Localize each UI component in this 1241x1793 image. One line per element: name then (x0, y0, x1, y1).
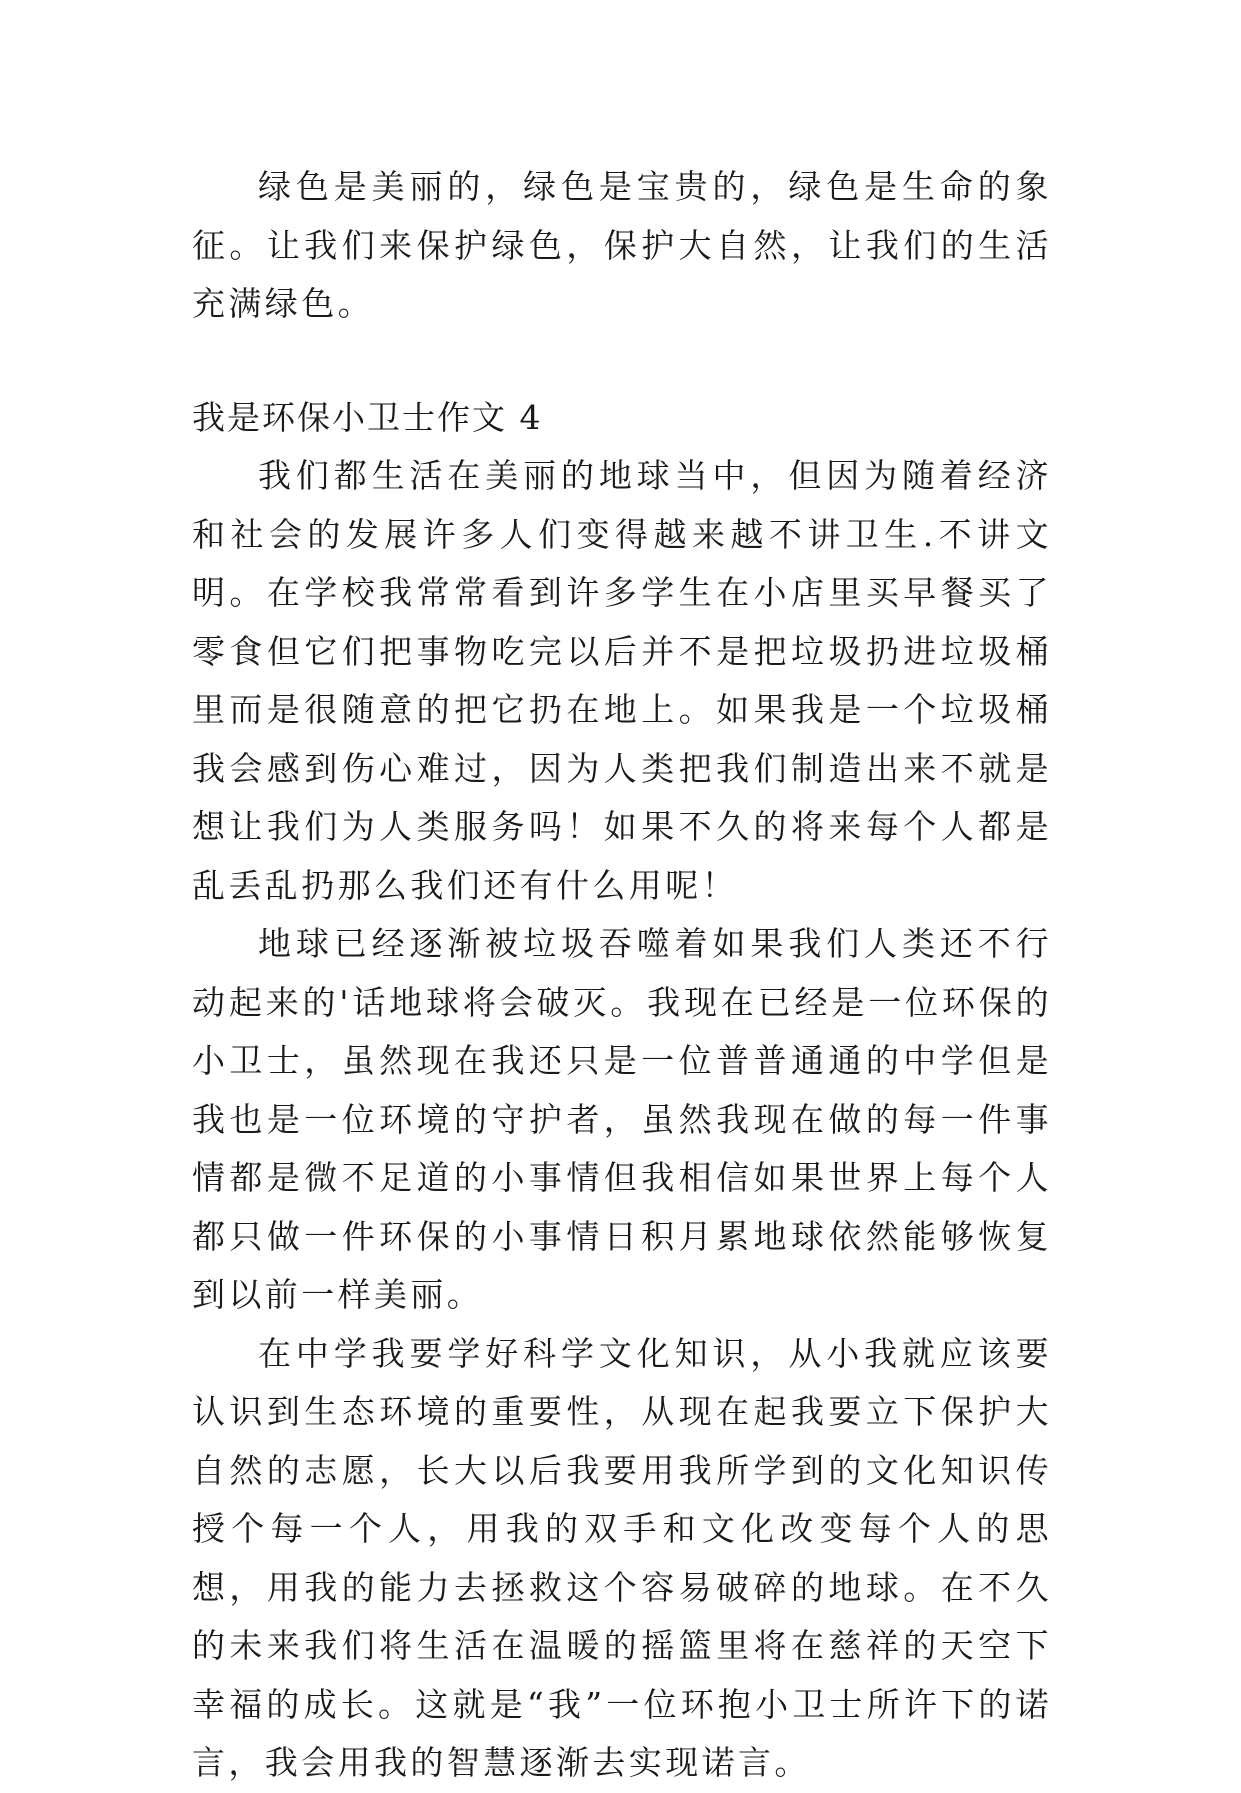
intro-paragraph: 绿色是美丽的，绿色是宝贵的，绿色是生命的象征。让我们来保护绿色，保护大自然，让我们的生活充满绿色。 (192, 167, 1052, 323)
document-body (192, 158, 1052, 1793)
body-paragraph-2: 地球已经逐渐被垃圾吞噬着如果我们人类还不行动起来的'话地球将会破灭。我现在已经是一位环保的小卫士，虽然现在我还只是一位普普通通的中学但是我也是一位环境的守护者，虽然我现在做的每一件事情都是微不足道的小事情但我相信如果世界上每个人都只做一件环保的小事情日积月累地球依然能够恢复到以前一样美丽。 (192, 924, 1052, 1314)
section-title: 我是环保小卫士作文 4 (192, 397, 543, 437)
body-paragraph-3: 在中学我要学好科学文化知识，从小我就应该要认识到生态环境的重要性，从现在起我要立下保护大自然的志愿，长大以后我要用我所学到的文化知识传授个每一个人，用我的双手和文化改变每个人的思想，用我的能力去拯救这个容易破碎的地球。在不久的未来我们将生活在温暖的摇篮里将在慈祥的天空下幸福的成长。这就是“我”一位环抱小卫士所许下的诺言，我会用我的智慧逐渐去实现诺言。 (192, 1333, 1052, 1782)
body-paragraph-1: 我们都生活在美丽的地球当中，但因为随着经济和社会的发展许多人们变得越来越不讲卫生.不讲文明。在学校我常常看到许多学生在小店里买早餐买了零食但它们把事物吃完以后并不是把垃圾扔进垃圾桶里而是很随意的把它扔在地上。如果我是一个垃圾桶我会感到伤心难过，因为人类把我们制造出来不就是想让我们为人类服务吗！如果不久的将来每个人都是乱丢乱扔那么我们还有什么用呢！ (192, 456, 1052, 905)
